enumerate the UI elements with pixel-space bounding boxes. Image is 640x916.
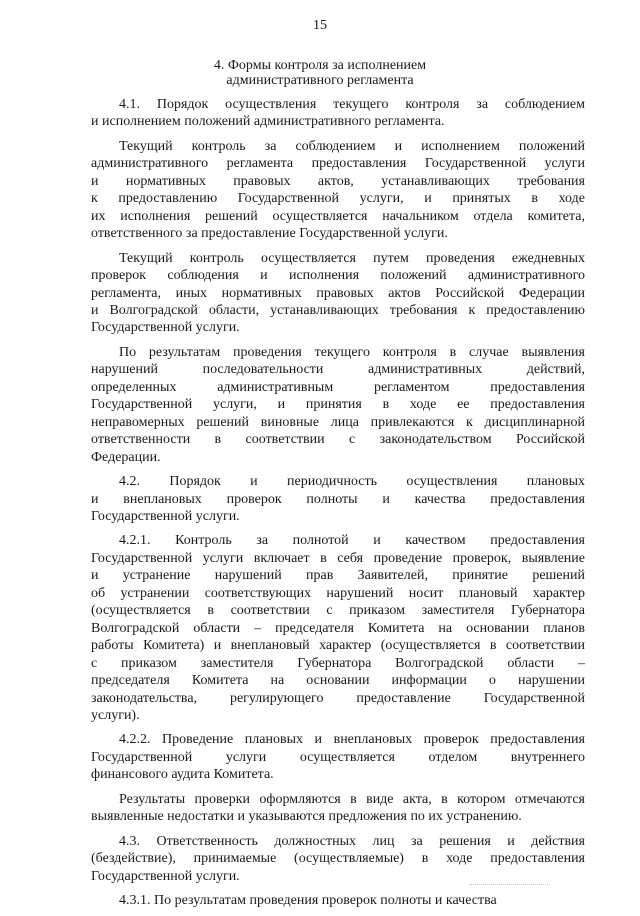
section-title (150, 58, 490, 88)
paragraph-line: и устранение нарушений прав Заявителей, принятие решений (91, 568, 585, 584)
paragraph (91, 892, 585, 909)
paragraph (91, 96, 585, 131)
paragraph-line: и исполнением положений административного регламента. (91, 114, 445, 130)
paragraph-line: и Волгоградской области, устанавливающих требования к предоставлению (91, 302, 585, 318)
paragraph-line: об устранении соответствующих нарушений носит плановый характер (91, 585, 585, 601)
paragraph-line: их исполнения решений осуществляется начальником отдела комитета, (91, 208, 585, 224)
paragraph-line: 4.2. Порядок и периодичность осуществления плановых (119, 474, 585, 490)
paragraph-line: финансового аудита Комитета. (91, 767, 274, 783)
paragraph-line: к предоставлению Государственной услуги, и принятых в ходе (91, 191, 585, 207)
paragraph-line: нарушений последовательности административных действий, (91, 362, 585, 378)
paragraph-line: Государственной услуги, и принятия в ходе ее предоставления (91, 397, 585, 413)
paragraph-line: административного регламента предоставления Государственной услуги (91, 156, 585, 172)
paragraph-line: Волгоградской области – председателя Комитета на основании планов (91, 620, 585, 636)
paragraph-line: 4.3. Ответственность должностных лиц за решения и действия (119, 833, 585, 849)
paragraph-line: выявленные недостатки и указываются предложения по их устранению. (91, 809, 522, 825)
paragraph-line: ответственного за предоставление Государственной услуги. (91, 226, 448, 242)
paragraph-line: председателя Комитета на основании информации о нарушении (91, 673, 585, 689)
paragraph-line: законодательства, регулирующего предоставление Государственной (91, 690, 585, 706)
paragraph-line: По результатам проведения текущего контроля в случае выявления (119, 344, 585, 360)
paragraph-line: регламента, иных нормативных правовых актов Российской Федерации (91, 285, 585, 301)
paragraph-line: 4.3.1. По результатам проведения проверок полноты и качества (119, 893, 497, 909)
paragraph (91, 344, 585, 466)
paragraph-line: Государственной услуги осуществляется отделом внутреннего (91, 749, 585, 765)
document-body (91, 96, 585, 916)
paragraph (91, 791, 585, 826)
section-title-line: 4. Формы контроля за исполнением (213, 58, 427, 73)
paragraph-line: Государственной услуги. (91, 508, 240, 524)
paragraph-line: неправомерных решений виновные лица привлекаются к дисциплинарной (91, 414, 585, 430)
paragraph-line: Государственной услуги. (91, 868, 240, 884)
paragraph (91, 250, 585, 337)
paragraph-line: услуги). (91, 707, 140, 723)
paragraph-line: Государственной услуги включает в себя проведение проверок, выявление (91, 550, 585, 566)
scan-smudge (470, 884, 550, 887)
paragraph-line: Федерации. (91, 449, 161, 465)
paragraph-line: определенных административным регламентом предоставления (91, 379, 585, 395)
paragraph-line: проверок соблюдения и исполнения положений административного (91, 268, 585, 284)
paragraph (91, 833, 585, 885)
paragraph-line: (осуществляется в соответствии с приказом заместителя Губернатора (91, 603, 585, 619)
paragraph-line: ответственности в соответствии с законодательством Российской (91, 432, 585, 448)
paragraph-line: работы Комитета) и внеплановый характер (осуществляется в соответствии (91, 638, 585, 654)
paragraph (91, 731, 585, 783)
paragraph-line: с приказом заместителя Губернатора Волгоградской области – (91, 655, 585, 671)
paragraph (91, 532, 585, 724)
page-number: 15 (313, 18, 327, 33)
paragraph-line: Текущий контроль осуществляется путем проведения ежедневных (119, 250, 585, 266)
paragraph (91, 138, 585, 243)
paragraph-line: 4.2.1. Контроль за полнотой и качеством предоставления (119, 533, 585, 549)
section-title-line: административного регламента (226, 73, 414, 88)
paragraph-line: 4.1. Порядок осуществления текущего контроля за соблюдением (119, 97, 585, 112)
paragraph-line: Результаты проверки оформляются в виде акта, в котором отмечаются (119, 791, 585, 807)
paragraph-line: (бездействие), принимаемые (осуществляемые) в ходе предоставления (91, 851, 585, 867)
paragraph-line: Государственной услуги. (91, 320, 240, 336)
paragraph (91, 473, 585, 525)
paragraph-line: и нормативных правовых актов, устанавливающих требования (91, 173, 585, 189)
paragraph-line: 4.2.2. Проведение плановых и внеплановых проверок предоставления (119, 732, 585, 748)
paragraph-line: и внеплановых проверок полноты и качества предоставления (91, 491, 585, 507)
paragraph-line: Текущий контроль за соблюдением и исполнением положений (119, 138, 585, 154)
